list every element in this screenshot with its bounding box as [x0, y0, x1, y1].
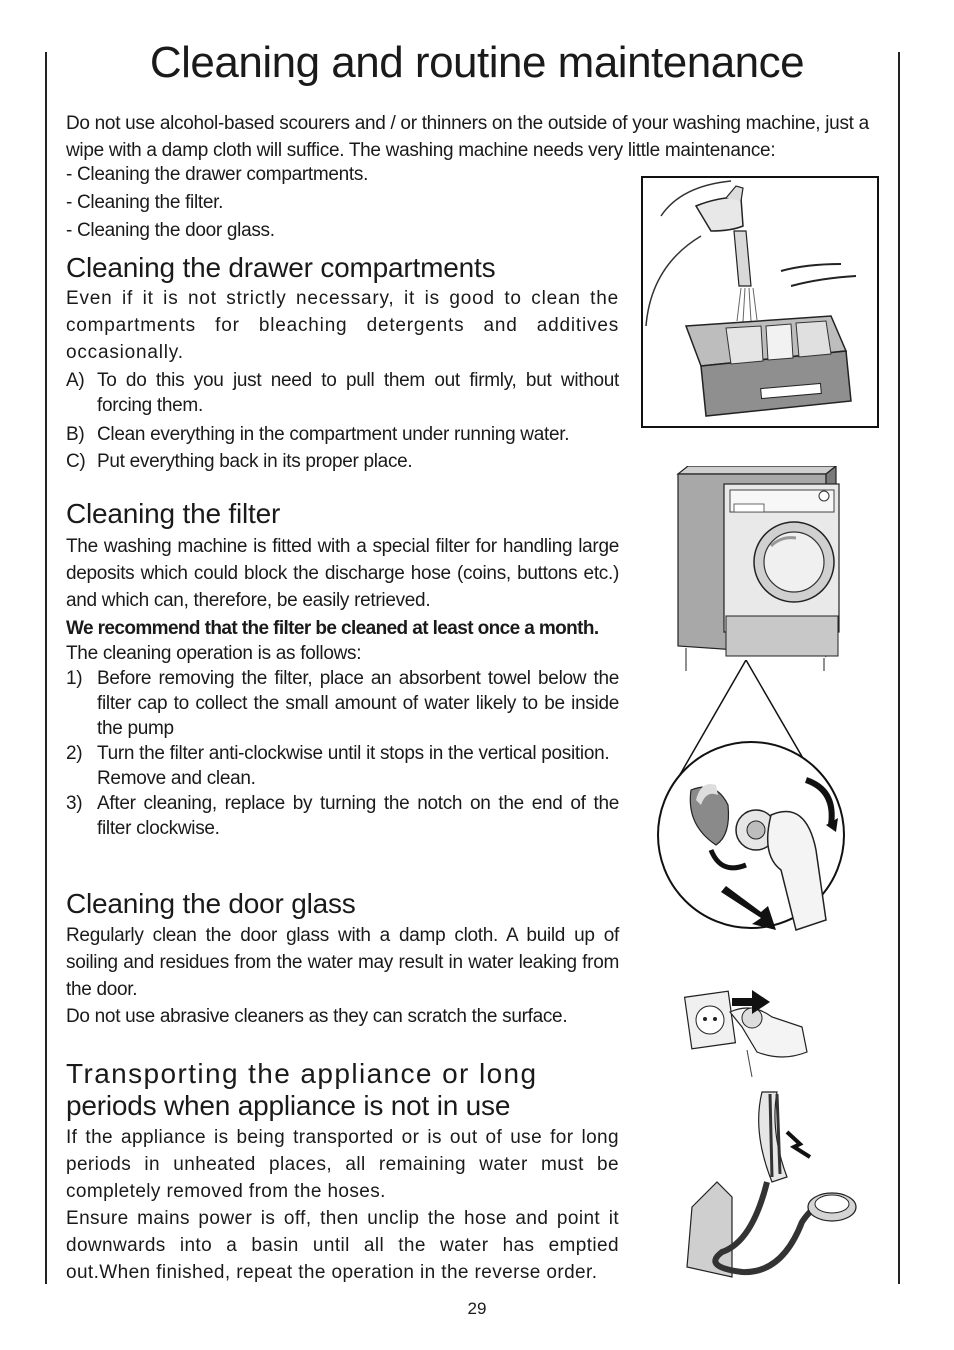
filter-operation-intro: The cleaning operation is as follows:	[66, 643, 362, 664]
drawer-step-b: B) Clean everything in the compartment under running water.	[66, 424, 570, 445]
intro-item-door-glass: - Cleaning the door glass.	[66, 220, 275, 241]
drawer-step-c: C) Put everything back in its proper place.	[66, 451, 413, 472]
intro-item-drawer: - Cleaning the drawer compartments.	[66, 164, 369, 185]
washing-machine-illustration	[676, 466, 846, 672]
page-number: 29	[467, 1299, 487, 1318]
intro-paragraph: Do not use alcohol-based scourers and / or thinners on the outside of your washing machine, just a wipe with a damp cloth will suffice. The washing machine needs very little maintenance:	[66, 113, 869, 161]
transport-heading-line-1: Transporting the appliance or long	[66, 1058, 538, 1089]
drawer-paragraph: Even if it is not strictly necessary, it is good to clean the compartments for bleaching detergents and additives occasionally.	[66, 288, 619, 363]
filter-step-2-extra: Remove and clean.	[97, 768, 256, 789]
drawer-steps	[66, 368, 619, 474]
filter-step-2: 2) Turn the filter anti-clockwise until it stops in the vertical position. Remove and clean.	[66, 743, 610, 789]
right-margin-rule	[898, 52, 900, 1284]
filter-recommendation: We recommend that the filter be cleaned at least once a month.	[66, 618, 599, 639]
intro-item-filter: - Cleaning the filter.	[66, 192, 224, 213]
filter-paragraph: The washing machine is fitted with a special filter for handling large deposits which could block the discharge hose (coins, buttons etc.) and which can, therefore, be easily retrieved.	[66, 536, 619, 611]
drawer-step-a: A) To do this you just need to pull them out firmly, but without forcing them.	[66, 370, 619, 416]
door-glass-heading: Cleaning the door glass	[66, 888, 356, 919]
drawer-cleaning-illustration	[641, 176, 879, 428]
draining-hose-illustration	[682, 982, 860, 1282]
door-glass-paragraph-1: Regularly clean the door glass with a damp cloth. A build up of soiling and residues from the water may result in water leaking from the door.	[66, 925, 619, 1000]
left-margin-rule	[45, 52, 47, 1284]
transport-paragraph-2: Ensure mains power is off, then unclip the hose and point it downwards into a basin until all the water has emptied out.When finished, repeat the operation in the reverse order.	[66, 1208, 619, 1283]
door-glass-paragraph-2: Do not use abrasive cleaners as they can scratch the surface.	[66, 1006, 568, 1027]
filter-heading: Cleaning the filter	[66, 498, 281, 529]
transport-heading-line-2: periods when appliance is not in use	[66, 1090, 511, 1121]
page-title: Cleaning and routine maintenance	[149, 38, 805, 87]
filter-removal-illustration	[656, 660, 856, 960]
filter-steps	[66, 666, 619, 841]
transport-paragraph-1: If the appliance is being transported or is out of use for long periods in unheated places, all remaining water must be completely removed from the hoses.	[66, 1127, 619, 1202]
filter-step-3: 3) After cleaning, replace by turning the notch on the end of the filter clockwise.	[66, 793, 619, 839]
drawer-heading: Cleaning the drawer compartments	[66, 252, 496, 283]
filter-step-1: 1) Before removing the filter, place an absorbent towel below the filter cap to collect the small amount of water likely to be inside the pump	[66, 668, 619, 739]
